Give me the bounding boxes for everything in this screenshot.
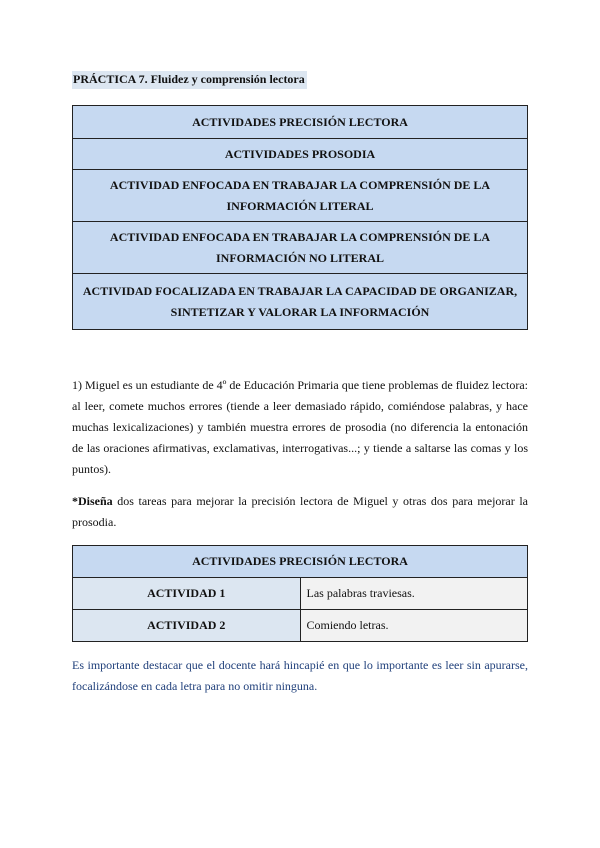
activity-label: ACTIVIDAD 1: [73, 578, 301, 610]
table-row: [73, 610, 528, 642]
activity-value: Comiendo letras.: [300, 610, 528, 642]
task-keyword: *Diseña: [72, 494, 113, 508]
table-row: [73, 578, 528, 610]
activities-index-table: [72, 105, 528, 330]
menu-item-precision[interactable]: ACTIVIDADES PRECISIÓN LECTORA: [73, 106, 528, 139]
menu-item-literal[interactable]: ACTIVIDAD ENFOCADA EN TRABAJAR LA COMPRENSIÓN DE LA INFORMACIÓN LITERAL: [73, 170, 528, 222]
task-instruction: [72, 491, 528, 533]
menu-item-no-literal[interactable]: ACTIVIDAD ENFOCADA EN TRABAJAR LA COMPRENSIÓN DE LA INFORMACIÓN NO LITERAL: [73, 222, 528, 274]
activity-label: ACTIVIDAD 2: [73, 610, 301, 642]
page-title: PRÁCTICA 7. Fluidez y comprensión lectora: [72, 71, 307, 89]
activity-value: Las palabras traviesas.: [300, 578, 528, 610]
teacher-note: Es importante destacar que el docente hará hincapié en que lo importante es leer sin apurarse, focalizándose en cada letra para no omitir ninguna.: [72, 658, 528, 693]
menu-item-prosodia[interactable]: ACTIVIDADES PROSODIA: [73, 139, 528, 170]
exercise-statement: 1) Miguel es un estudiante de 4º de Educación Primaria que tiene problemas de fluidez lectora: al leer, comete muchos errores (tiende a leer demasiado rápido, comiéndose palabras, y hace muchas lexicalizaciones) y también muestra errores de prosodia (no diferencia la entonación de las oraciones afirmativas, exclamativas, interrogativas...; y tiende a saltarse las comas y los puntos).: [72, 378, 528, 476]
precision-activities-table: [72, 545, 528, 642]
table-header: ACTIVIDADES PRECISIÓN LECTORA: [73, 546, 528, 578]
task-text: dos tareas para mejorar la precisión lectora de Miguel y otras dos para mejorar la prosodia.: [72, 494, 528, 529]
menu-item-organizar[interactable]: ACTIVIDAD FOCALIZADA EN TRABAJAR LA CAPACIDAD DE ORGANIZAR, SINTETIZAR Y VALORAR LA INFORMACIÓN: [73, 274, 528, 330]
